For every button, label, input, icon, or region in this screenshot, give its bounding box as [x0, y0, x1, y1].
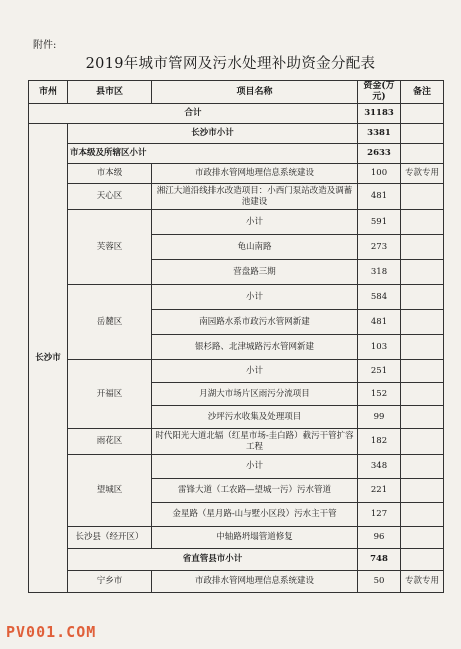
- header-project: 项目名称: [152, 81, 358, 104]
- project-cell: 时代阳光大道北辐（红星市场-圭白路）截污干管扩容工程: [152, 429, 358, 455]
- table-row: [29, 527, 444, 549]
- amount-cell: 182: [358, 429, 401, 455]
- project-cell: 市政排水管网地理信息系统建设: [152, 571, 358, 593]
- table-row: [29, 571, 444, 593]
- amount-cell: 481: [358, 310, 401, 335]
- amount-cell: 591: [358, 210, 401, 235]
- amount-cell: 127: [358, 503, 401, 527]
- project-cell: 小计: [152, 455, 358, 479]
- county-cell: 长沙县（经开区）: [68, 527, 152, 549]
- project-cell: 营盘路三期: [152, 260, 358, 285]
- amount-cell: 221: [358, 479, 401, 503]
- province-subtotal-row: [29, 549, 444, 571]
- amount-cell: 50: [358, 571, 401, 593]
- city-subtotal-amount: 3381: [358, 124, 401, 144]
- table-row: [29, 184, 444, 210]
- city-name: 长沙市: [29, 124, 68, 593]
- province-subtotal-label: 省直管县市小计: [68, 549, 358, 571]
- province-subtotal-amount: 748: [358, 549, 401, 571]
- project-cell: 雷锋大道（工农路—望城一污）污水管道: [152, 479, 358, 503]
- city-subtotal-label: 长沙市小计: [68, 124, 358, 144]
- total-row: [29, 104, 444, 124]
- header-city: 市州: [29, 81, 68, 104]
- county-cell: 雨花区: [68, 429, 152, 455]
- project-cell: 龟山南路: [152, 235, 358, 260]
- amount-cell: 96: [358, 527, 401, 549]
- project-cell: 小计: [152, 285, 358, 310]
- total-label: 合计: [29, 104, 358, 124]
- header-note: 备注: [401, 81, 444, 104]
- county-cell: 岳麓区: [68, 285, 152, 360]
- district-subtotal-row: [29, 144, 444, 164]
- project-cell: 银杉路、北津城路污水管网新建: [152, 335, 358, 360]
- allocation-table: [28, 80, 444, 593]
- page-title: 2019年城市管网及污水处理补助资金分配表: [85, 56, 376, 72]
- table-row: [29, 455, 444, 479]
- header-county: 县市区: [68, 81, 152, 104]
- amount-cell: 318: [358, 260, 401, 285]
- project-cell: 中轴路坍塌管道修复: [152, 527, 358, 549]
- table-row: [29, 164, 444, 184]
- amount-cell: 273: [358, 235, 401, 260]
- table-row: [29, 285, 444, 310]
- note-cell: 专款专用: [401, 571, 444, 593]
- amount-cell: 348: [358, 455, 401, 479]
- table-row: [29, 360, 444, 383]
- county-cell: 开福区: [68, 360, 152, 429]
- project-cell: 南园路水系市政污水管网新建: [152, 310, 358, 335]
- amount-cell: 152: [358, 383, 401, 406]
- table-row: [29, 429, 444, 455]
- amount-cell: 99: [358, 406, 401, 429]
- district-subtotal-amount: 2633: [358, 144, 401, 164]
- county-cell: 市本级: [68, 164, 152, 184]
- header-row: [29, 81, 444, 104]
- amount-cell: 251: [358, 360, 401, 383]
- amount-cell: 481: [358, 184, 401, 210]
- header-amount: 资金(万元): [358, 81, 401, 104]
- project-cell: 小计: [152, 360, 358, 383]
- county-cell: 宁乡市: [68, 571, 152, 593]
- amount-cell: 100: [358, 164, 401, 184]
- note-cell: 专款专用: [401, 164, 444, 184]
- project-cell: 沙坪污水收集及处理项目: [152, 406, 358, 429]
- project-cell: 小计: [152, 210, 358, 235]
- project-cell: 金星路（星月路-山与墅小区段）污水主干管: [152, 503, 358, 527]
- county-cell: 芙蓉区: [68, 210, 152, 285]
- attachment-label: 附件:: [33, 40, 57, 51]
- amount-cell: 584: [358, 285, 401, 310]
- watermark: PV001.COM: [6, 623, 97, 641]
- table-row: [29, 210, 444, 235]
- project-cell: 月湖大市场片区雨污分流项目: [152, 383, 358, 406]
- county-cell: 望城区: [68, 455, 152, 527]
- city-subtotal-row: [29, 124, 444, 144]
- project-cell: 市政排水管网地理信息系统建设: [152, 164, 358, 184]
- county-cell: 天心区: [68, 184, 152, 210]
- project-cell: 湘江大道沿线排水改造项目：小西门泵站改造及调蓄池建设: [152, 184, 358, 210]
- district-subtotal-label: 市本级及所辖区小计: [68, 144, 358, 164]
- amount-cell: 103: [358, 335, 401, 360]
- total-amount: 31183: [358, 104, 401, 124]
